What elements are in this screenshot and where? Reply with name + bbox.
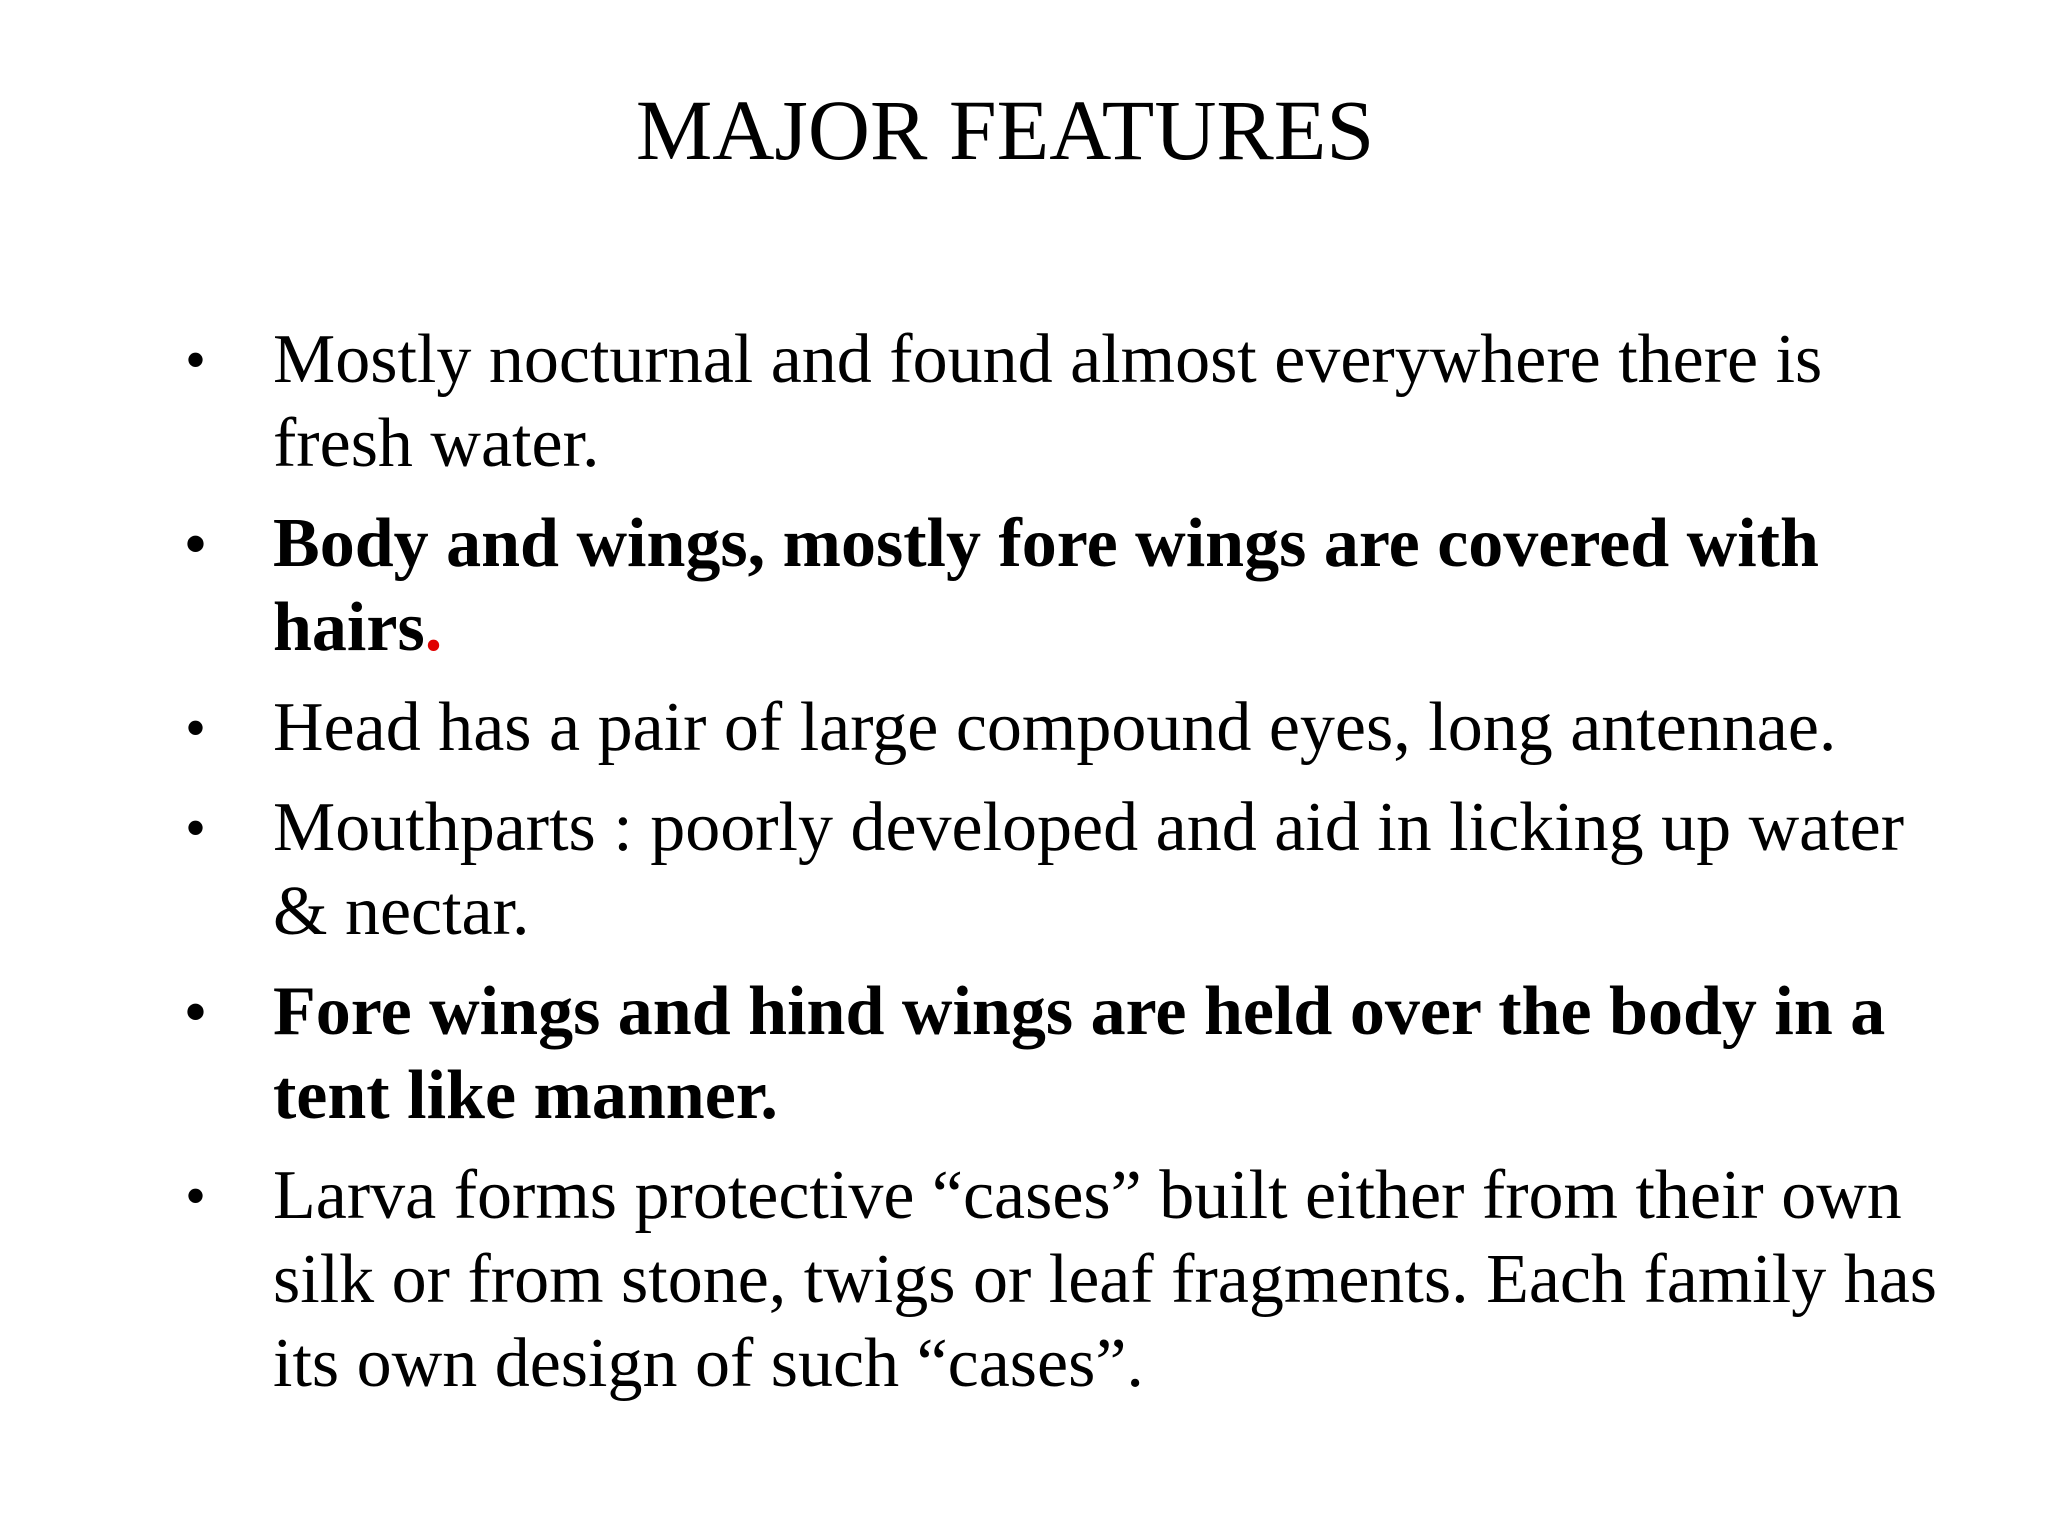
bullet-item-larva	[185, 1154, 1945, 1406]
bullet-item-mouthparts	[185, 786, 1945, 954]
bullet-text: Mostly nocturnal and found almost everywhere there is fresh water.	[273, 321, 1823, 482]
slide-title: MAJOR FEATURES	[635, 82, 1375, 178]
bullet-list	[185, 318, 1945, 1422]
bullet-icon: •	[185, 695, 207, 761]
bullet-icon: •	[185, 979, 207, 1045]
bullet-text: Mouthparts : poorly developed and aid in licking up water & nectar.	[273, 789, 1905, 950]
bullet-item-wings-tent	[185, 970, 1945, 1138]
bullet-icon: •	[185, 327, 207, 393]
bullet-text: Fore wings and hind wings are held over the body in a tent like manner.	[273, 973, 1886, 1134]
bullet-text: Head has a pair of large compound eyes, long antennae.	[273, 689, 1837, 766]
bullet-item-nocturnal	[185, 318, 1945, 486]
bullet-icon: •	[185, 795, 207, 861]
bullet-item-head	[185, 686, 1945, 770]
bullet-icon: •	[185, 511, 207, 577]
bullet-item-hairs	[185, 502, 1945, 670]
bullet-icon: •	[185, 1163, 207, 1229]
bullet-text: Body and wings, mostly fore wings are covered with hairs	[273, 505, 1819, 666]
bullet-accent-period: .	[424, 589, 443, 666]
bullet-text: Larva forms protective “cases” built either from their own silk or from stone, twigs or leaf fragments. Each family has its own design of such “cases”.	[273, 1157, 1938, 1402]
